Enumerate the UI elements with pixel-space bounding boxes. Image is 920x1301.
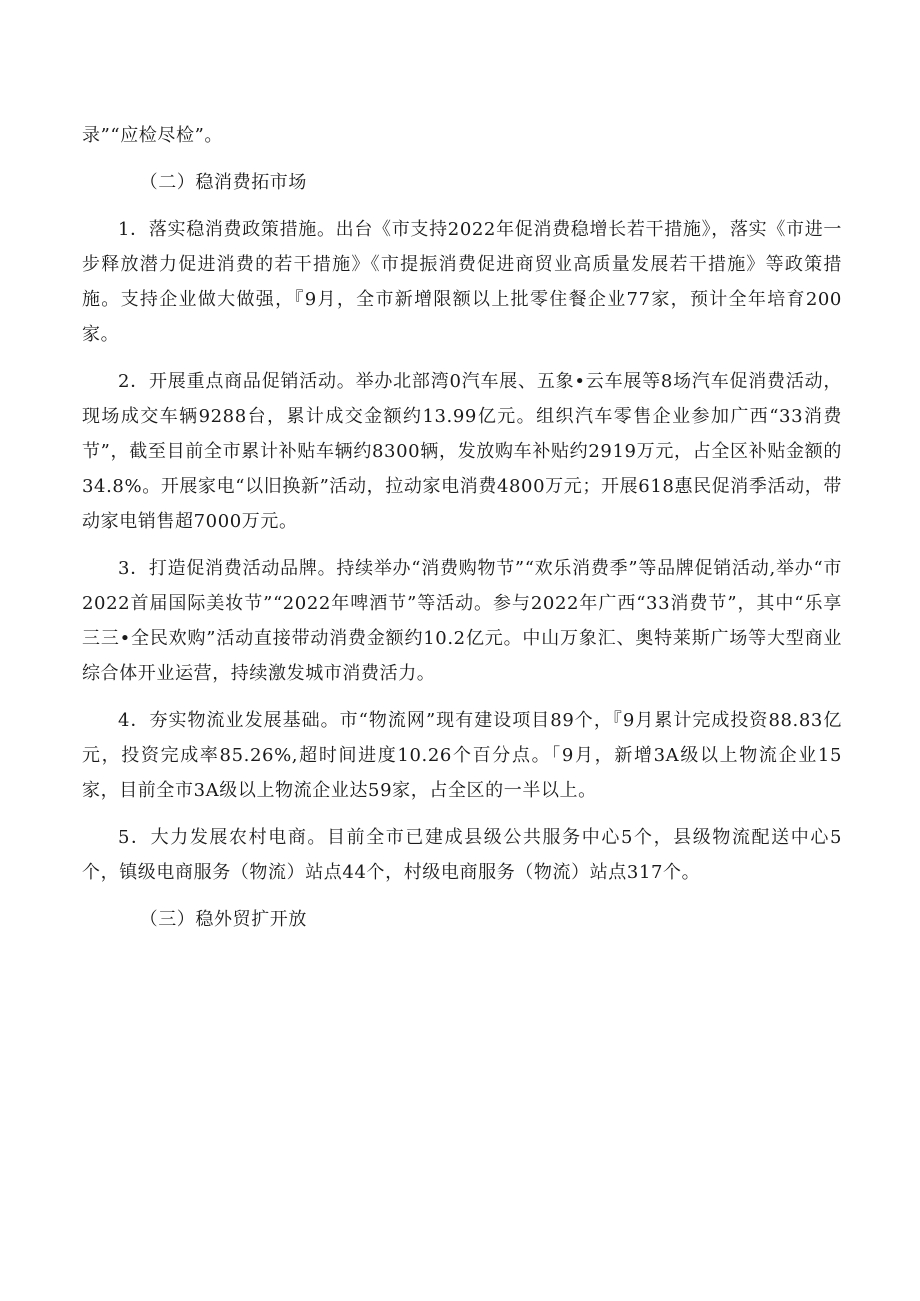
paragraph-item-3: 3．打造促消费活动品牌。持续举办“消费购物节”“欢乐消费季”等品牌促销活动,举办“市2022首届国际美妆节”“2022年啤酒节”等活动。参与2022年广西“33消费节”，其中“乐享三三•全民欢购”活动直接带动消费金额约10.2亿元。中山万象汇、奥特莱斯广场等大型商业综合体开业运营，持续激发城市消费活力。 <box>82 558 842 684</box>
paragraph-item-4: 4．夯实物流业发展基础。市“物流网”现有建设项目89个，『9月累计完成投资88.83亿元，投资完成率85.26%,超时间进度10.26个百分点。「9月，新增3A级以上物流企业15家，目前全市3A级以上物流企业达59家，占全区的一半以上。 <box>82 710 842 801</box>
document-page <box>82 118 842 937</box>
paragraph-item-5: 5．大力发展农村电商。目前全市已建成县级公共服务中心5个，县级物流配送中心5个，镇级电商服务（物流）站点44个，村级电商服务（物流）站点317个。 <box>82 827 842 883</box>
paragraph-item-1: 1．落实稳消费政策措施。出台《市支持2022年促消费稳增长若干措施》，落实《市进一步释放潜力促进消费的若干措施》《市提振消费促进商贸业高质量发展若干措施》等政策措施。支持企业做大做强，『9月，全市新增限额以上批零住餐企业77家，预计全年培育200家。 <box>82 219 842 345</box>
paragraph-item-2: 2．开展重点商品促销活动。举办北部湾0汽车展、五象•云车展等8场汽车促消费活动，现场成交车辆9288台，累计成交金额约13.99亿元。组织汽车零售企业参加广西“33消费节”，截至目前全市累计补贴车辆约8300辆，发放购车补贴约2919万元，占全区补贴金额的34.8%。开展家电“以旧换新”活动，拉动家电消费4800万元；开展618惠民促消季活动，带动家电销售超7000万元。 <box>82 371 842 532</box>
section-heading-3: （三）稳外贸扩开放 <box>139 909 307 930</box>
paragraph-continuation: 录”“应检尽检”。 <box>82 125 224 146</box>
section-heading-2: （二）稳消费拓市场 <box>139 172 307 193</box>
